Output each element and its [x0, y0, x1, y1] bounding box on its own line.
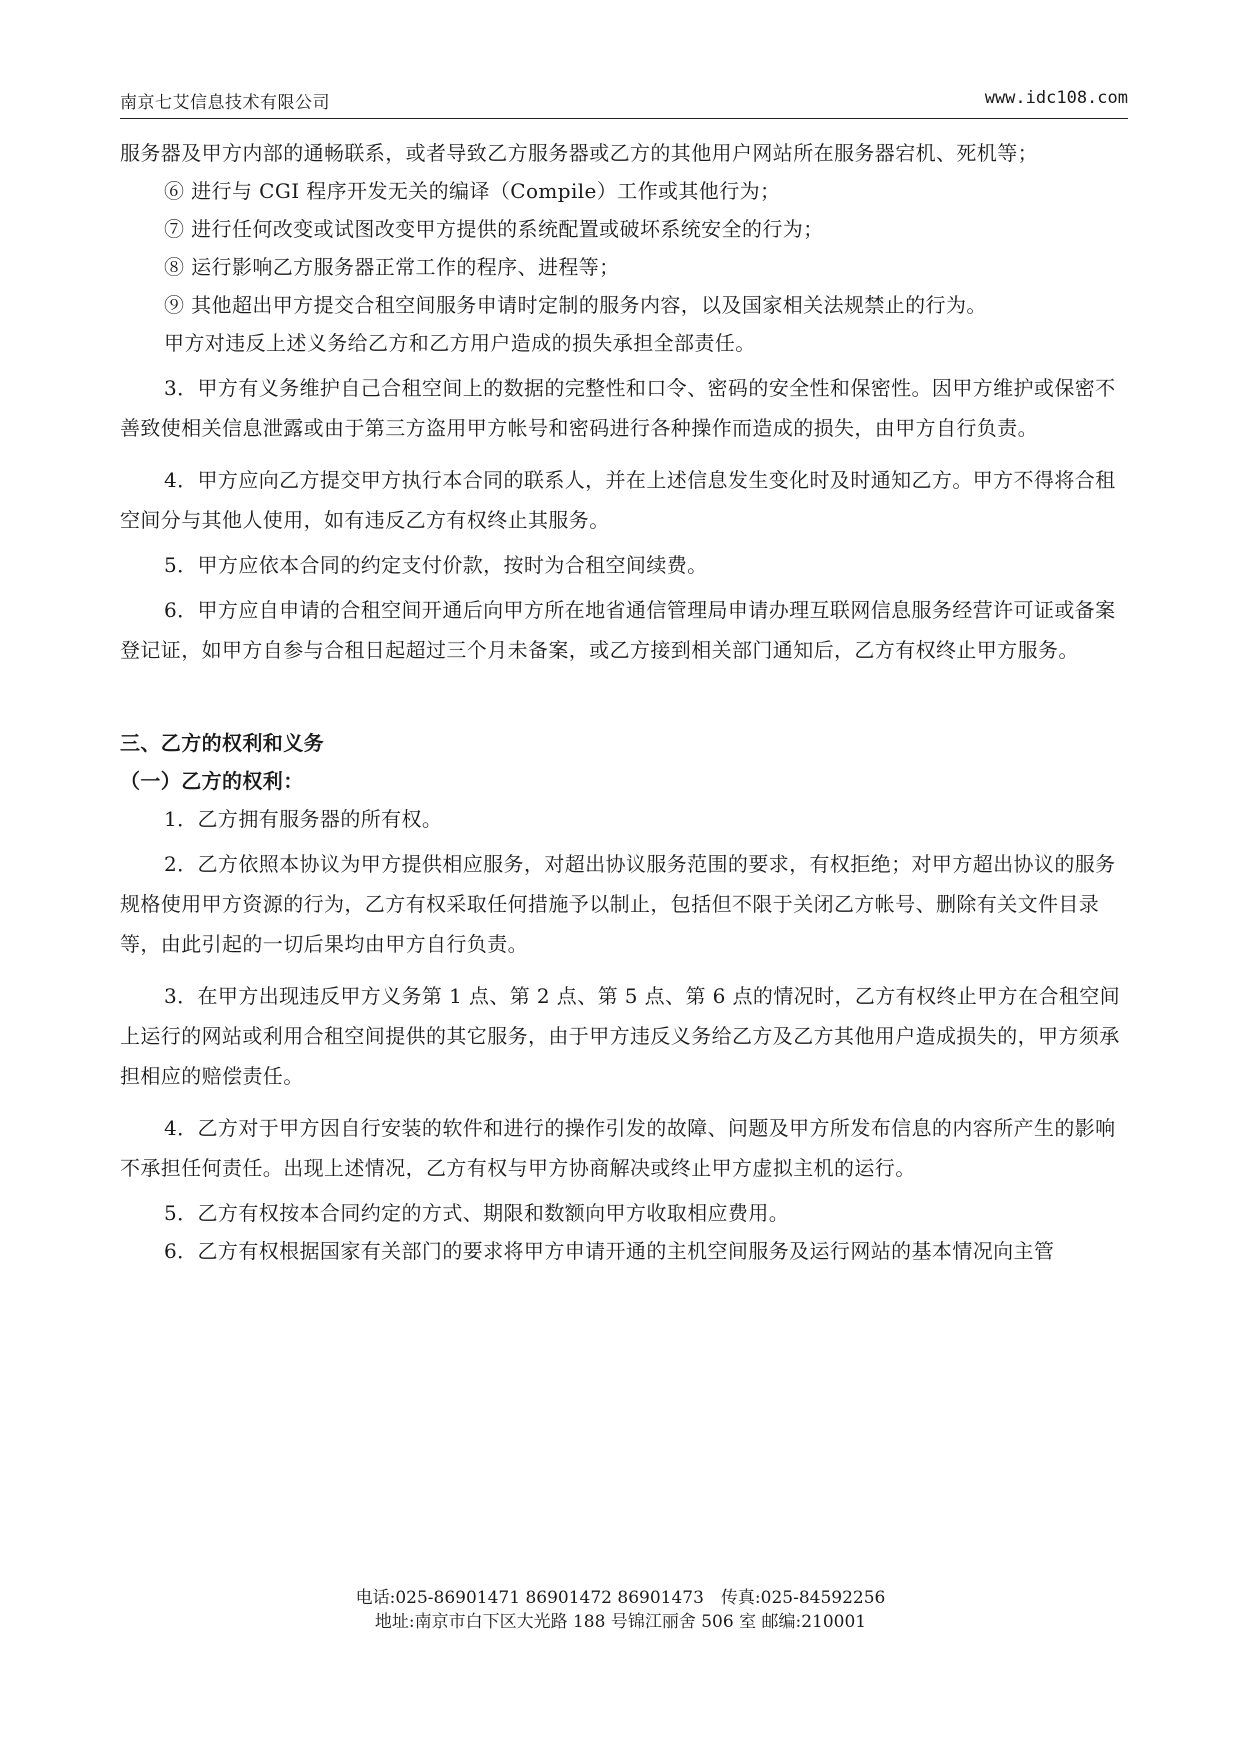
list-item: ⑦ 进行任何改变或试图改变甲方提供的系统配置或破坏系统安全的行为；	[164, 217, 824, 241]
paragraph: 2．乙方依照本协议为甲方提供相应服务，对超出协议服务范围的要求，有权拒绝；对甲方超出协议的服务规格使用甲方资源的行为，乙方有权采取任何措施予以制止，包括但不限于关闭乙方帐号、删除有关文件目录等，由此引起的一切后果均由甲方自行负责。	[120, 852, 1116, 956]
page-header	[120, 88, 1128, 119]
paragraph: 甲方对违反上述义务给乙方和乙方用户造成的损失承担全部责任。	[164, 331, 756, 355]
website-url: www.idc108.com	[984, 88, 1128, 108]
document-body	[120, 140, 1128, 1264]
paragraph: 3．在甲方出现违反甲方义务第 1 点、第 2 点、第 5 点、第 6 点的情况时，乙方有权终止甲方在合租空间上运行的网站或利用合租空间提供的其它服务，由于甲方违反义务给乙方及乙方其他用户造成损失的，甲方须承担相应的赔偿责任。	[120, 984, 1121, 1088]
paragraph: 4．乙方对于甲方因自行安装的软件和进行的操作引发的故障、问题及甲方所发布信息的内容所产生的影响不承担任何责任。出现上述情况，乙方有权与甲方协商解决或终止甲方虚拟主机的运行。	[120, 1116, 1116, 1180]
paragraph: 3．甲方有义务维护自己合租空间上的数据的完整性和口令、密码的安全性和保密性。因甲方维护或保密不善致使相关信息泄露或由于第三方盗用甲方帐号和密码进行各种操作而造成的损失，由甲方自行负责。	[120, 376, 1116, 440]
list-item: ⑨ 其他超出甲方提交合租空间服务申请时定制的服务内容，以及国家相关法规禁止的行为。	[164, 293, 987, 317]
subsection-heading: （一）乙方的权利：	[120, 769, 304, 793]
paragraph: 6．甲方应自申请的合租空间开通后向甲方所在地省通信管理局申请办理互联网信息服务经营许可证或备案登记证，如甲方自参与合租日起超过三个月未备案，或乙方接到相关部门通知后，乙方有权终止甲方服务。	[120, 598, 1116, 662]
paragraph: 1．乙方拥有服务器的所有权。	[164, 807, 443, 831]
paragraph: 5．甲方应依本合同的约定支付价款，按时为合租空间续费。	[164, 553, 708, 577]
paragraph: 5．乙方有权按本合同约定的方式、期限和数额向甲方收取相应费用。	[164, 1201, 790, 1225]
section-heading: 三、乙方的权利和义务	[120, 731, 324, 755]
list-item: ⑧ 运行影响乙方服务器正常工作的程序、进程等；	[164, 255, 620, 279]
paragraph: 6．乙方有权根据国家有关部门的要求将甲方申请开通的主机空间服务及运行网站的基本情况向主管	[164, 1239, 1055, 1263]
list-item: ⑥ 进行与 CGI 程序开发无关的编译（Compile）工作或其他行为；	[164, 179, 781, 203]
page-footer	[0, 1586, 1241, 1634]
paragraph: 4．甲方应向乙方提交甲方执行本合同的联系人，并在上述信息发生变化时及时通知乙方。甲方不得将合租空间分与其他人使用，如有违反乙方有权终止其服务。	[120, 468, 1116, 532]
contact-phone-fax: 电话:025-86901471 86901472 86901473 传真:025-84592256	[355, 1588, 886, 1608]
company-name: 南京七艾信息技术有限公司	[120, 93, 330, 113]
contact-address: 地址:南京市白下区大光路 188 号锦江丽舍 506 室 邮编:210001	[374, 1612, 867, 1632]
paragraph: 服务器及甲方内部的通畅联系，或者导致乙方服务器或乙方的其他用户网站所在服务器宕机、死机等；	[120, 141, 1038, 165]
